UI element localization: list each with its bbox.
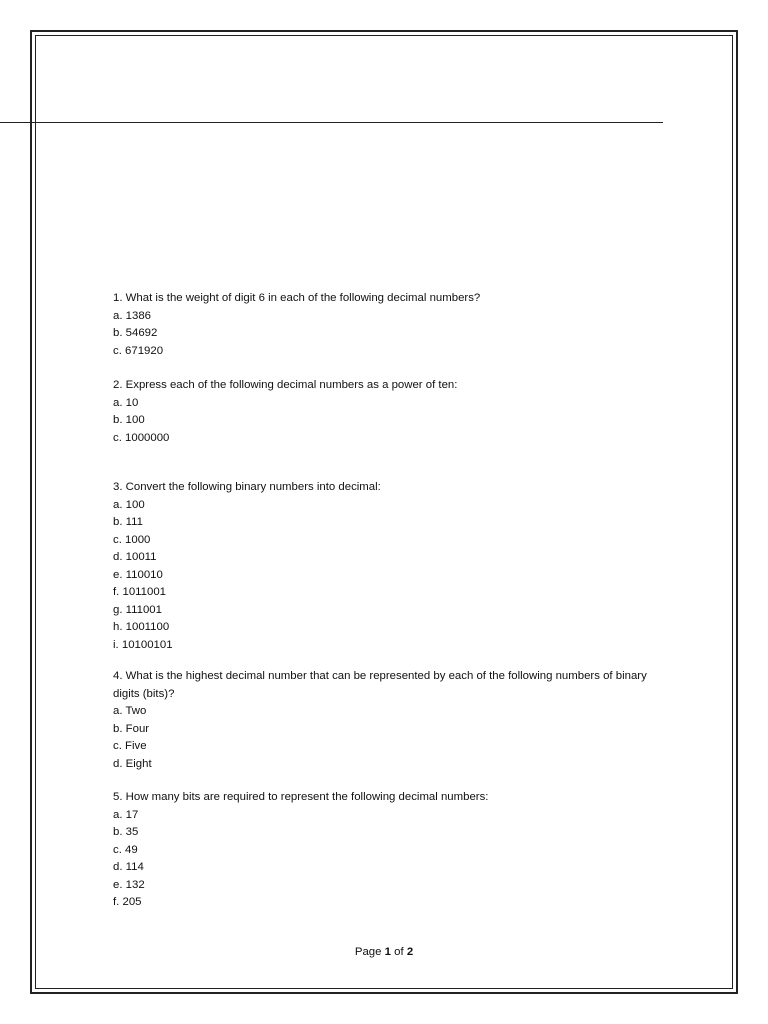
question-4-text: 4. What is the highest decimal number that can be represented by each of the following numbers of binary digits (bits)? xyxy=(113,670,647,700)
question-1-option-c: c. 671920 xyxy=(113,344,164,357)
question-3-option-a: a. 100 xyxy=(113,498,145,511)
page-current: 1 xyxy=(384,946,391,958)
page-label: Page xyxy=(354,946,385,958)
question-1-text: 1. What is the weight of digit 6 in each of the following decimal numbers? xyxy=(113,292,481,304)
question-4 xyxy=(113,668,653,773)
question-4-option-b: b. Four xyxy=(113,722,150,735)
question-3-option-i: i. 10100101 xyxy=(113,638,173,651)
question-4-option-a: a. Two xyxy=(113,705,147,717)
question-3-option-d: d. 10011 xyxy=(113,551,157,563)
question-3-text: 3. Convert the following binary numbers into decimal: xyxy=(113,481,381,493)
question-3-option-g: g. 111001 xyxy=(113,603,162,616)
question-3-option-e: e. 110010 xyxy=(113,568,163,581)
page-footer xyxy=(0,944,768,960)
page-total: 2 xyxy=(406,946,414,958)
question-4-option-d: d. Eight xyxy=(113,757,152,770)
question-1-option-b: b. 54692 xyxy=(113,327,158,339)
question-5-text: 5. How many bits are required to represent the following decimal numbers: xyxy=(113,791,489,803)
worksheet-content xyxy=(113,290,653,912)
question-3-option-c: c. 1000 xyxy=(113,533,151,546)
question-2 xyxy=(113,377,653,447)
question-3-option-b: b. 111 xyxy=(113,516,143,528)
question-5 xyxy=(113,789,653,912)
page-of-label: of xyxy=(390,946,407,958)
question-3 xyxy=(113,479,653,654)
header-rule xyxy=(0,122,663,123)
question-5-option-a: a. 17 xyxy=(113,808,139,821)
question-3-option-h: h. 1001100 xyxy=(113,621,170,633)
question-2-option-c: c. 1000000 xyxy=(113,431,170,444)
question-5-option-d: d. 114 xyxy=(113,861,144,873)
question-2-option-a: a. 10 xyxy=(113,396,139,409)
question-5-option-c: c. 49 xyxy=(113,843,138,856)
question-2-option-b: b. 100 xyxy=(113,414,145,426)
question-4-option-c: c. Five xyxy=(113,740,147,752)
question-5-option-e: e. 132 xyxy=(113,878,145,891)
question-5-option-b: b. 35 xyxy=(113,826,139,838)
question-5-option-f: f. 205 xyxy=(113,896,142,908)
question-1-option-a: a. 1386 xyxy=(113,309,152,322)
question-1 xyxy=(113,290,653,360)
question-3-option-f: f. 1011001 xyxy=(113,586,166,598)
question-2-text: 2. Express each of the following decimal numbers as a power of ten: xyxy=(113,379,458,391)
